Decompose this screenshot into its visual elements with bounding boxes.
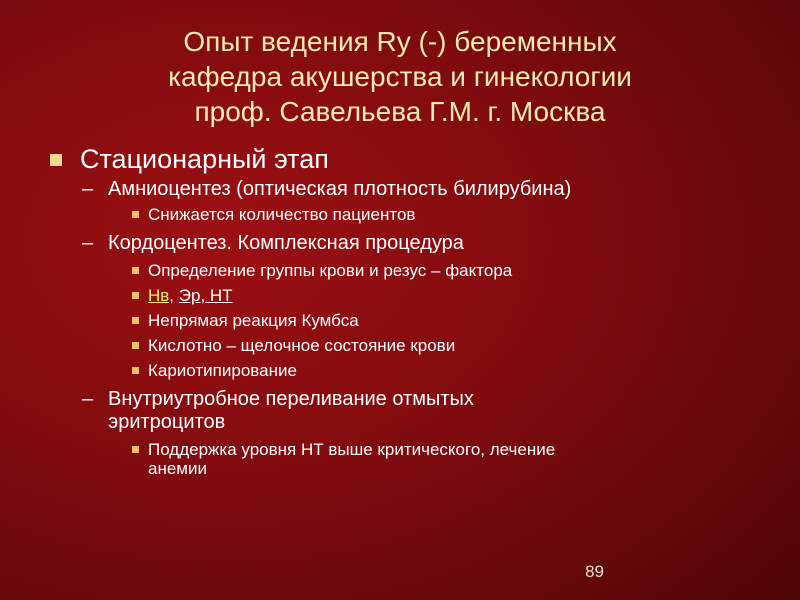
- er-ht-link[interactable]: Эр, НТ: [178, 286, 233, 305]
- list-item-text: Непрямая реакция Кумбса: [148, 311, 359, 330]
- list-item-text: Кислотно – щелочное состояние крови: [148, 336, 456, 355]
- small-square-bullet-icon: [132, 292, 139, 299]
- list-item-text: Снижается количество пациентов: [148, 205, 416, 224]
- dash-bullet-icon: –: [82, 388, 94, 410]
- list-item-text-line-2: анемии: [148, 459, 207, 478]
- list-item-text-line-1: Поддержка уровня НТ выше критического, лечение: [148, 440, 556, 459]
- sub-item-transfusion: [48, 388, 748, 434]
- small-square-bullet-icon: [132, 367, 139, 374]
- list-item: [48, 286, 748, 305]
- small-square-bullet-icon: [132, 446, 139, 453]
- list-item: [48, 261, 748, 280]
- title-line-2: кафедра акушерства и гинекологии: [168, 61, 632, 92]
- sub-item-cordocentesis: [48, 232, 748, 255]
- small-square-bullet-icon: [132, 211, 139, 218]
- sub-item-text: Амниоцентез (оптическая плотность билирубина): [108, 178, 572, 200]
- main-bullet-item: [48, 142, 748, 176]
- title-line-3: проф. Савельева Г.М. г. Москва: [194, 96, 606, 127]
- square-bullet-icon: [50, 154, 62, 166]
- list-item: [48, 205, 748, 224]
- hb-link[interactable]: Нв,: [148, 286, 175, 305]
- small-square-bullet-icon: [132, 267, 139, 274]
- list-item-text: Определение группы крови и резус – фактора: [148, 261, 513, 280]
- small-square-bullet-icon: [132, 342, 139, 349]
- sub-item-amniocentesis: [48, 178, 748, 201]
- dash-bullet-icon: –: [82, 232, 94, 254]
- slide-content: [48, 142, 748, 478]
- list-item-text: Кариотипирование: [148, 361, 297, 380]
- dash-bullet-icon: –: [82, 178, 94, 200]
- list-item: [48, 361, 748, 380]
- sub-item-text: Кордоцентез. Комплексная процедура: [108, 232, 464, 254]
- sub-item-text-line-1: Внутриутробное переливание отмытых: [108, 388, 474, 410]
- sub-item-text-line-2: эритроцитов: [108, 411, 226, 433]
- list-item: [48, 336, 748, 355]
- page-number: 89: [585, 562, 604, 581]
- main-bullet-text: Стационарный этап: [80, 144, 329, 174]
- list-item: [48, 311, 748, 330]
- small-square-bullet-icon: [132, 317, 139, 324]
- title-line-1: Опыт ведения Ry (-) беременных: [183, 26, 617, 57]
- list-item: [48, 440, 748, 478]
- slide-title: [0, 24, 800, 129]
